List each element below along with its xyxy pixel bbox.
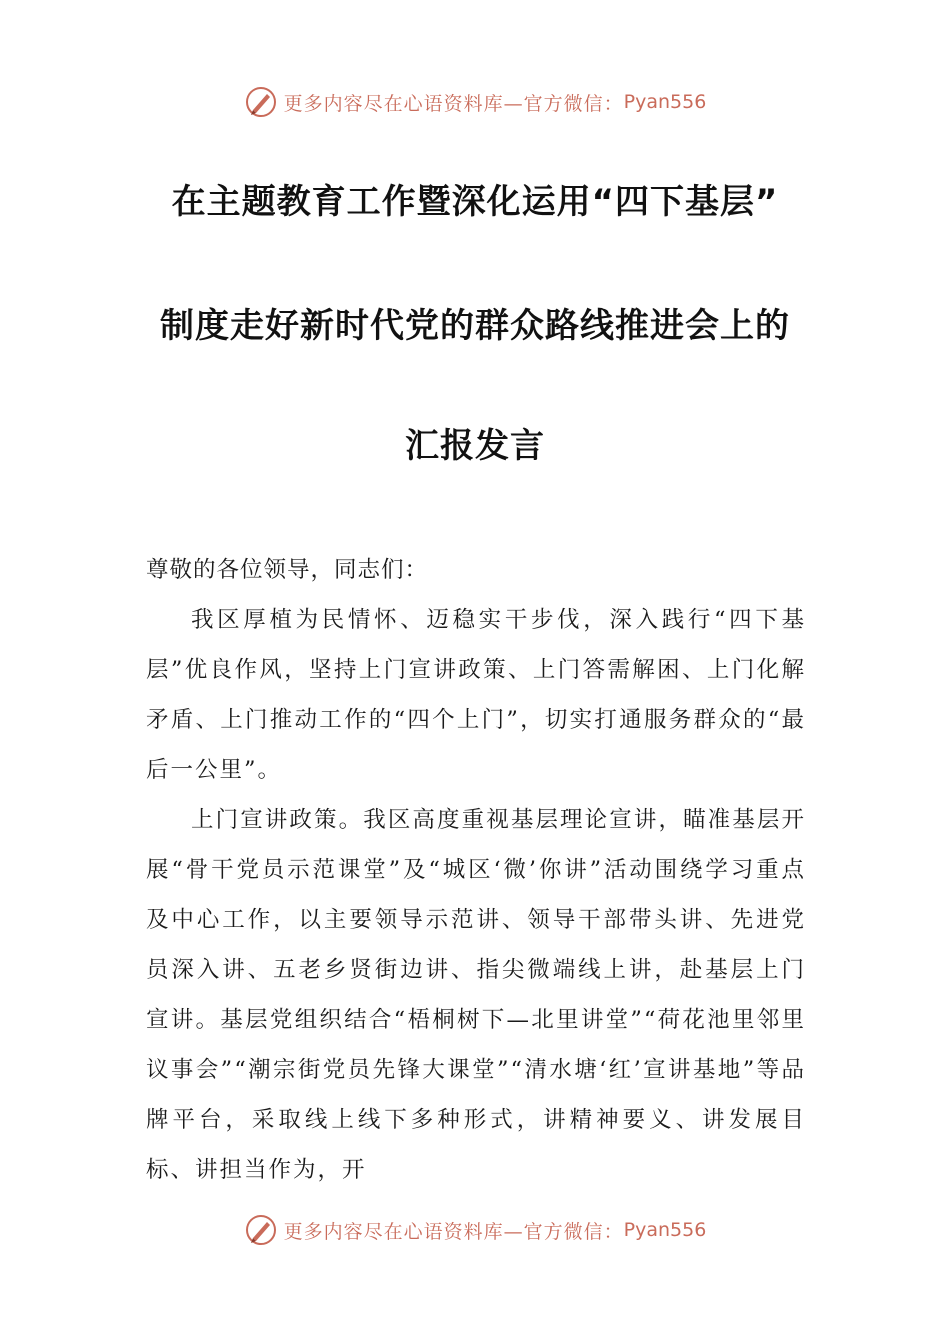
pen-logo-icon xyxy=(244,1213,278,1247)
document-title-line-1: 在主题教育工作暨深化运用“四下基层” xyxy=(171,182,779,222)
watermark-text: 更多内容尽在心语资料库—官方微信： xyxy=(283,1220,624,1243)
document-body xyxy=(146,545,806,1195)
body-paragraph: 我区厚植为民情怀、迈稳实干步伐，深入践行“四下基层”优良作风，坚持上门宣讲政策、上门答需解困、上门化解矛盾、上门推动工作的“四个上门”，切实打通服务群众的“最后一公里”。 xyxy=(146,607,806,783)
watermark-wechat-id: Pyan556 xyxy=(623,91,707,113)
document-title-line-3: 汇报发言 xyxy=(405,426,545,466)
document-title-line-2: 制度走好新时代党的群众路线推进会上的 xyxy=(160,306,790,346)
watermark-wechat-id: Pyan556 xyxy=(623,1219,707,1241)
salutation: 尊敬的各位领导，同志们： xyxy=(146,557,429,583)
watermark-banner-top xyxy=(0,82,950,122)
body-paragraph: 上门宣讲政策。我区高度重视基层理论宣讲，瞄准基层开展“骨干党员示范课堂”及“城区‘微’你讲”活动围绕学习重点及中心工作，以主要领导示范讲、领导干部带头讲、先进党员深入讲、五老乡贤街边讲、指尖微端线上讲，赴基层上门宣讲。基层党组织结合“梧桐树下—北里讲堂”“荷花池里邻里议事会”“潮宗街党员先锋大课堂”“清水塘‘红’宣讲基地”等品牌平台，采取线上线下多种形式，讲精神要义、讲发展目标、讲担当作为，开 xyxy=(146,807,806,1183)
watermark-text: 更多内容尽在心语资料库—官方微信： xyxy=(283,92,624,115)
watermark-banner-bottom xyxy=(0,1210,950,1250)
pen-logo-icon xyxy=(244,85,278,119)
